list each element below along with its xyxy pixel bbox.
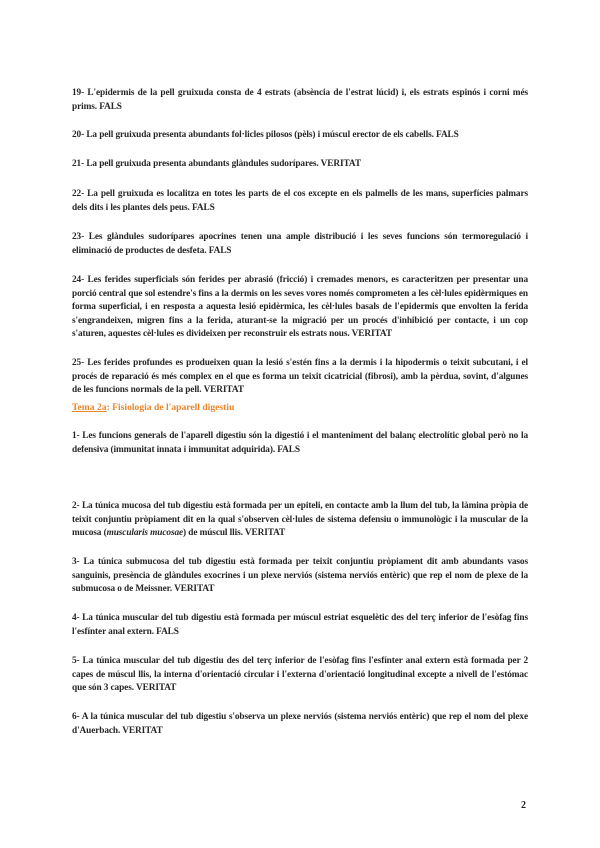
statement-23: 23- Les glàndules sudorípares apocrines tenen una ample distribució i les seves funcions són termoregulació i eliminació de productes de desfeta. FALS	[72, 232, 528, 256]
section-link[interactable]: Tema 2a	[72, 402, 107, 413]
statement-2	[72, 500, 528, 541]
statement-21: 21- La pell gruixuda presenta abundants glàndules sudorípares. VERITAT	[72, 159, 361, 169]
statement-2-italic: muscularis mucosae	[106, 528, 184, 539]
statement-6: 6- A la túnica muscular del tub digestiu s'observa un plexe nerviós (sistema nerviós entèric) que rep el nom del plexe d'Auerbach. VERITAT	[72, 712, 528, 736]
statement-22: 22- La pell gruixuda es localitza en totes les parts de el cos excepte en els palmells de les mans, superfícies palmars dels dits i les plantes dels peus. FALS	[72, 189, 528, 213]
statement-4: 4- La túnica muscular del tub digestiu està formada per múscul estriat esquelètic des del terç inferior de l'esòfag fins l'esfínter anal extern. FALS	[72, 613, 528, 637]
statement-19: 19- L'epidermis de la pell gruixuda consta de 4 estrats (absència de l'estrat lúcid) i, els estrats espinós i corni més prims. FALS	[72, 88, 528, 112]
statement-25: 25- Les ferides profundes es produeixen quan la lesió s'estén fins a la dermis i la hipodermis o teixit subcutani, i el procés de reparació és més complex en el que es forma un teixit cicatricial (fibrosi), amb la pèrdua, sovint, d'algunes de les funcions normals de la pell. VERITAT	[72, 358, 528, 396]
section-heading	[72, 402, 234, 413]
statement-2-text: 2- La túnica mucosa del tub digestiu està formada per un epiteli, en contacte amb la llum del tub, la làmina pròpia de teixit conjuntiu pròpiament dit en la qual s'observen cèl·lules de sistema defensiu o immunològic i la muscular de la mucosa (	[72, 501, 528, 539]
statement-1: 1- Les funcions generals de l'aparell digestiu són la digestió i el manteniment del balanç electrolític global però no la defensiva (immunitat innata i immunitat adquirida). FALS	[72, 431, 528, 455]
section-title: : Fisiologia de l'aparell digestiu	[106, 402, 235, 413]
statement-20: 20- La pell gruixuda presenta abundants fol·licles pilosos (pèls) i múscul erector de els cabells. FALS	[72, 130, 459, 140]
page-number: 2	[521, 800, 526, 811]
statement-5: 5- La túnica muscular del tub digestiu des del terç inferior de l'esòfag fins l'esfínter anal extern està formada per 2 capes de múscul llis, la interna d'orientació circular i l'externa d'orientació longitudinal excepte a nivell de l'estómac que són 3 capes. VERITAT	[72, 656, 528, 694]
statement-3: 3- La túnica submucosa del tub digestiu està formada per teixit conjuntiu pròpiament dit amb abundants vasos sanguinis, presència de glàndules exocrines i un plexe nerviós (sistema nerviós entèric) que rep el nom de plexe de la submucosa o de Meissner. VERITAT	[72, 557, 528, 595]
statement-24: 24- Les ferides superficials són ferides per abrasió (fricció) i cremades menors, es caracteritzen per presentar una porció central que sol estendre's fins a la dermis on les seves vores només comprometen a les cèl·lules epidèrmiques en forma superficial, i en resposta a aquesta lesió epidèrmica, les cèl·lules basals de l'epidermis que envolten la ferida s'engrandeixen, migren fins a la ferida, aturant-se la migració per un procés d'inhibició per contacte, i un cop s'aturen, aquestes cèl·lules es divideixen per reconstruir els estrats nous. VERITAT	[72, 275, 528, 340]
statement-2-text-end: ) de múscul llis. VERITAT	[183, 528, 286, 539]
